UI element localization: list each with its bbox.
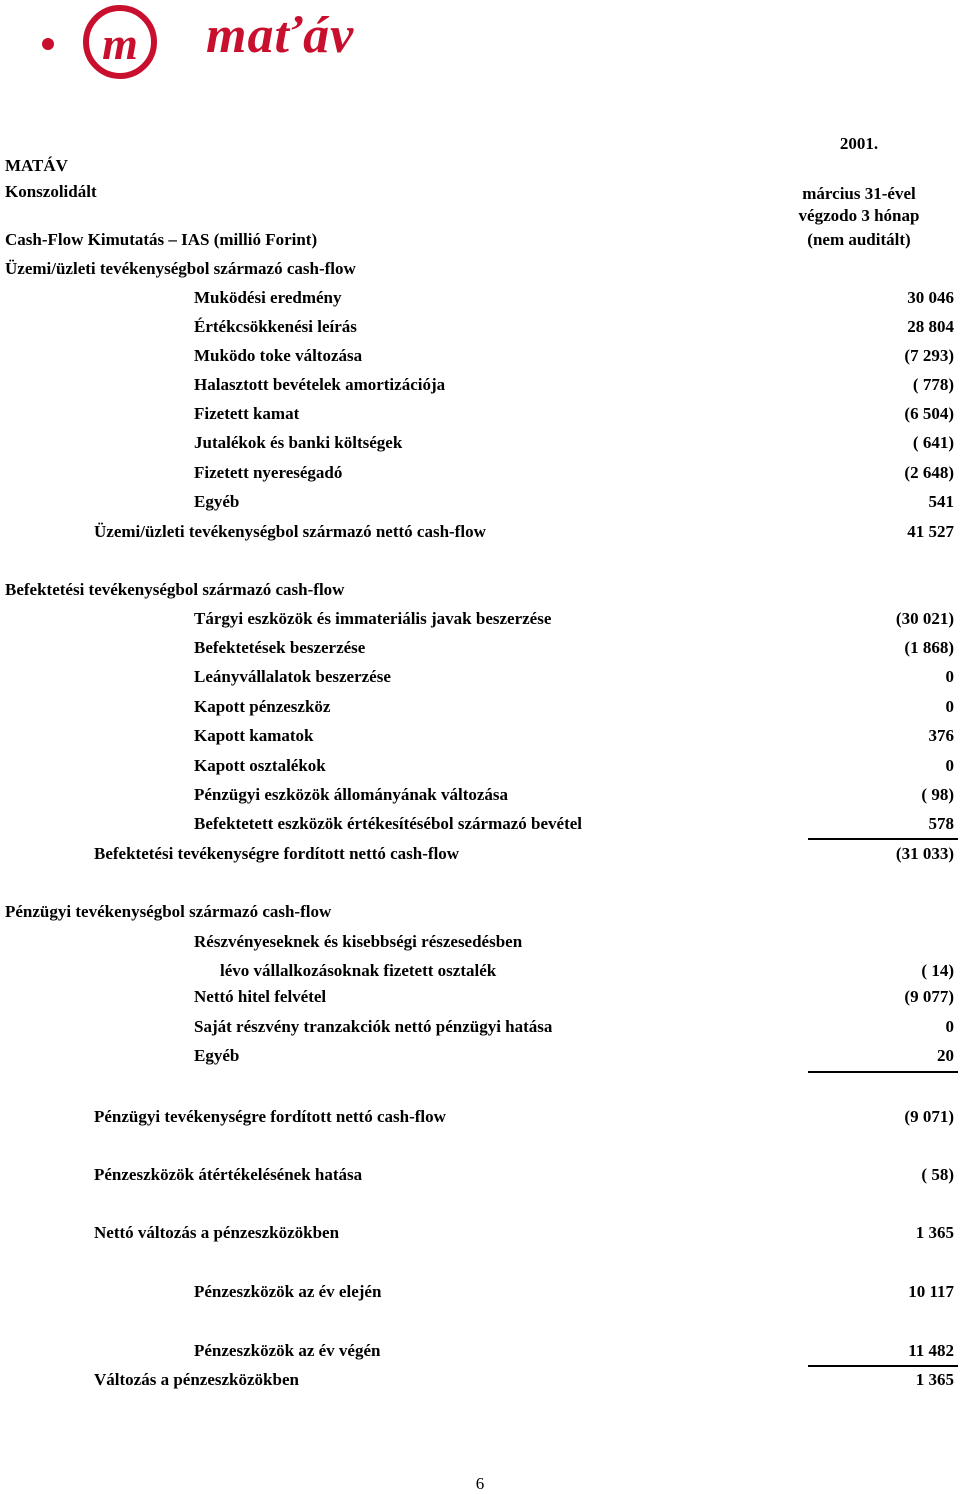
line-item-label: Nettó hitel felvétel <box>194 987 327 1006</box>
report-title: Cash-Flow Kimutatás – IAS (millió Forint) <box>5 230 318 249</box>
cash-beginning-label: Pénzeszközök az év elején <box>194 1282 382 1301</box>
line-item-value: 0 <box>945 1017 954 1036</box>
line-item-value: (2 648) <box>904 463 954 482</box>
line-item-value: 0 <box>945 756 954 775</box>
svg-text:m: m <box>102 18 138 69</box>
operating-heading: Üzemi/üzleti tevékenységbol származó cash-flow <box>5 259 356 278</box>
financing-heading: Pénzügyi tevékenységbol származó cash-flow <box>5 902 332 921</box>
brand-name: maťáv <box>206 7 355 64</box>
matav-logo-mark-icon <box>40 4 200 80</box>
fx-effect-label: Pénzeszközök átértékelésének hatása <box>94 1165 363 1184</box>
line-item-value: ( 641) <box>912 433 954 452</box>
line-item-label: Befektetések beszerzése <box>194 638 366 657</box>
line-item-label: Fizetett kamat <box>194 404 300 423</box>
fx-effect-value: ( 58) <box>921 1165 954 1184</box>
line-item-value: 30 046 <box>907 288 954 307</box>
page-number: 6 <box>475 1474 485 1493</box>
operating-total-label: Üzemi/üzleti tevékenységbol származó nettó cash-flow <box>94 522 486 541</box>
line-item-label: Egyéb <box>194 1046 240 1065</box>
line-item-value: ( 98) <box>921 785 954 804</box>
matav-logo <box>40 4 355 80</box>
line-item-value: ( 778) <box>912 375 954 394</box>
cash-change-label: Változás a pénzeszközökben <box>94 1370 299 1389</box>
line-item-label: Kapott osztalékok <box>194 756 326 775</box>
subtotal-rule <box>808 1071 958 1073</box>
line-item-value: 0 <box>945 697 954 716</box>
line-item-value: 0 <box>945 667 954 686</box>
line-item-label: Kapott pénzeszköz <box>194 697 331 716</box>
line-item-label: Értékcsökkenési leírás <box>194 317 357 336</box>
line-item-value: 578 <box>928 814 954 833</box>
report-subtitle: Konszolidált <box>5 182 97 201</box>
line-item-label: Muködési eredmény <box>194 288 342 307</box>
line-item-value: 28 804 <box>907 317 954 336</box>
column-header-line2: végzodo 3 hónap <box>798 206 920 225</box>
financing-total-value: (9 071) <box>904 1107 954 1126</box>
line-item-label: Kapott kamatok <box>194 726 314 745</box>
line-item-value: (9 077) <box>904 987 954 1006</box>
subtotal-rule <box>808 1365 958 1367</box>
line-item-value: (1 868) <box>904 638 954 657</box>
dividend-value: ( 14) <box>921 961 954 980</box>
line-item-label: Pénzügyi eszközök állományának változása <box>194 785 509 804</box>
investing-total-value: (31 033) <box>895 844 954 863</box>
net-change-label: Nettó változás a pénzeszközökben <box>94 1223 340 1242</box>
financing-total-label: Pénzügyi tevékenységre fordított nettó cash-flow <box>94 1107 446 1126</box>
line-item-value: 20 <box>937 1046 954 1065</box>
line-item-value: (30 021) <box>895 609 954 628</box>
cash-change-value: 1 365 <box>915 1370 954 1389</box>
line-item-value: 376 <box>928 726 954 745</box>
line-item-value: (7 293) <box>904 346 954 365</box>
investing-heading: Befektetési tevékenységbol származó cash-flow <box>5 580 345 599</box>
company-name: MATÁV <box>5 156 68 175</box>
line-item-label: Egyéb <box>194 492 240 511</box>
investing-total-label: Befektetési tevékenységre fordított nettó cash-flow <box>94 844 460 863</box>
cash-beginning-value: 10 117 <box>908 1282 954 1301</box>
line-item-value: 541 <box>928 492 954 511</box>
line-item-label: Halasztott bevételek amortizációja <box>194 375 446 394</box>
line-item-label: Leányvállalatok beszerzése <box>194 667 391 686</box>
cash-ending-label: Pénzeszközök az év végén <box>194 1341 381 1360</box>
operating-total-value: 41 527 <box>907 522 954 541</box>
dividend-label-line1: Részvényeseknek és kisebbségi részesedésben <box>194 932 523 951</box>
line-item-label: Befektetett eszközök értékesítésébol származó bevétel <box>194 814 583 833</box>
line-item-label: Jutalékok és banki költségek <box>194 433 403 452</box>
line-item-label: Tárgyi eszközök és immateriális javak beszerzése <box>194 609 552 628</box>
column-header-line1: március 31-ével <box>802 184 916 203</box>
subtotal-rule <box>808 838 958 840</box>
line-item-label: Saját részvény tranzakciók nettó pénzügyi hatása <box>194 1017 553 1036</box>
dividend-label-line2: lévo vállalkozásoknak fizetett osztalék <box>220 961 497 980</box>
line-item-value: (6 504) <box>904 404 954 423</box>
line-item-label: Muködo toke változása <box>194 346 363 365</box>
net-change-value: 1 365 <box>915 1223 954 1242</box>
report-year: 2001. <box>839 134 879 153</box>
column-header-line3: (nem auditált) <box>807 230 911 249</box>
line-item-label: Fizetett nyereségadó <box>194 463 343 482</box>
cash-ending-value: 11 482 <box>908 1341 954 1360</box>
